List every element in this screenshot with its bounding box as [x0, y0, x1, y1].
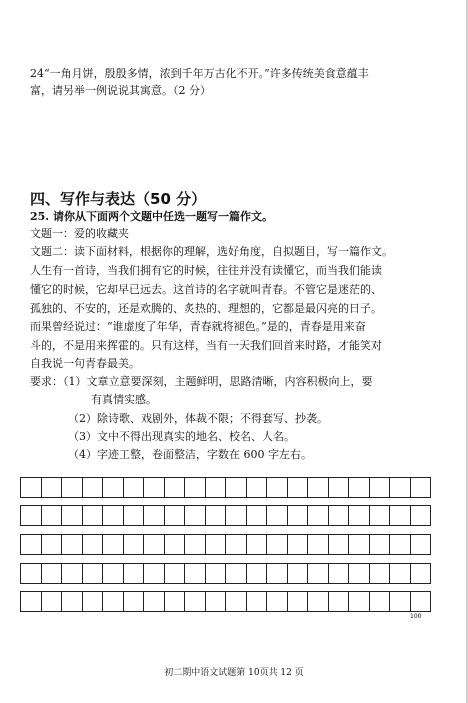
grid-cell[interactable] — [165, 564, 186, 584]
grid-cell[interactable] — [185, 535, 206, 555]
grid-cell[interactable] — [329, 592, 350, 612]
grid-cell[interactable] — [411, 478, 432, 498]
requirement-1-cont: 有真情实感。 — [91, 393, 157, 406]
grid-cell[interactable] — [247, 535, 268, 555]
grid-cell[interactable] — [83, 506, 104, 526]
grid-cell[interactable] — [124, 478, 145, 498]
requirement-2: （2）除诗歌、戏剧外，体裁不限；不得套写、抄袭。 — [68, 412, 328, 425]
grid-cell[interactable] — [21, 592, 42, 612]
grid-cell[interactable] — [165, 592, 186, 612]
grid-cell[interactable] — [349, 564, 370, 584]
grid-cell[interactable] — [411, 535, 432, 555]
grid-cell[interactable] — [370, 478, 391, 498]
grid-cell[interactable] — [226, 535, 247, 555]
grid-cell[interactable] — [21, 478, 42, 498]
grid-cell[interactable] — [390, 478, 411, 498]
grid-cell[interactable] — [185, 564, 206, 584]
grid-cell[interactable] — [42, 506, 63, 526]
grid-cell[interactable] — [206, 564, 227, 584]
grid-cell[interactable] — [124, 535, 145, 555]
grid-cell[interactable] — [165, 478, 186, 498]
grid-cell[interactable] — [21, 535, 42, 555]
grid-cell[interactable] — [247, 506, 268, 526]
grid-cell[interactable] — [62, 592, 83, 612]
grid-cell[interactable] — [349, 592, 370, 612]
grid-cell[interactable] — [124, 564, 145, 584]
grid-cell[interactable] — [411, 506, 432, 526]
grid-cell[interactable] — [329, 478, 350, 498]
grid-cell[interactable] — [329, 564, 350, 584]
grid-cell[interactable] — [288, 592, 309, 612]
grid-cell[interactable] — [308, 592, 329, 612]
grid-cell[interactable] — [206, 506, 227, 526]
grid-cell[interactable] — [390, 535, 411, 555]
grid-cell[interactable] — [390, 564, 411, 584]
grid-cell[interactable] — [144, 564, 165, 584]
grid-cell[interactable] — [185, 506, 206, 526]
grid-cell[interactable] — [185, 478, 206, 498]
topic-2-line: 而果曾经说过：“谁虚度了年华，青春就将褪色。”是的，青春是用来奋 — [30, 320, 366, 333]
page-footer: 初二期中语文试题第 10页共 12 页 — [164, 668, 304, 678]
grid-cell[interactable] — [103, 535, 124, 555]
requirement-3: （3）文中不得出现真实的地名、校名、人名。 — [68, 430, 295, 443]
grid-cell[interactable] — [267, 478, 288, 498]
grid-cell[interactable] — [42, 478, 63, 498]
grid-cell[interactable] — [370, 592, 391, 612]
grid-cell[interactable] — [124, 592, 145, 612]
grid-cell[interactable] — [411, 592, 432, 612]
grid-cell[interactable] — [165, 506, 186, 526]
writing-grid-row[interactable] — [20, 477, 431, 498]
grid-cell[interactable] — [124, 506, 145, 526]
topic-2-line: 懂它的时候，它却早已远去。这首诗的名字就叫青春。不管它是迷茫的、 — [30, 283, 382, 296]
writing-grid-row[interactable] — [20, 505, 431, 526]
grid-cell[interactable] — [288, 535, 309, 555]
grid-cell[interactable] — [370, 564, 391, 584]
grid-cell[interactable] — [329, 506, 350, 526]
grid-cell[interactable] — [349, 535, 370, 555]
grid-cell[interactable] — [349, 506, 370, 526]
grid-cell[interactable] — [144, 592, 165, 612]
requirement-1: 要求：（1）文章立意要深刻，主题鲜明，思路清晰，内容积极向上，要 — [30, 375, 373, 388]
grid-cell[interactable] — [226, 478, 247, 498]
grid-cell[interactable] — [83, 564, 104, 584]
grid-cell[interactable] — [144, 535, 165, 555]
grid-cell[interactable] — [42, 564, 63, 584]
grid-cell[interactable] — [267, 535, 288, 555]
grid-cell[interactable] — [42, 592, 63, 612]
grid-cell[interactable] — [103, 564, 124, 584]
question-25-prompt: 25. 请你从下面两个文题中任选一题写一篇作文。 — [30, 210, 273, 223]
grid-cell[interactable] — [308, 564, 329, 584]
grid-cell[interactable] — [206, 478, 227, 498]
grid-cell[interactable] — [329, 535, 350, 555]
grid-cell[interactable] — [144, 478, 165, 498]
requirement-4: （4）字迹工整，卷面整洁，字数在 600 字左右。 — [68, 448, 312, 461]
question-24-line-1: 24“一角月饼，殷殷多情，浓到千年万古化不开。”许多传统美食意蕴丰 — [30, 67, 369, 80]
grid-cell[interactable] — [62, 564, 83, 584]
grid-cell[interactable] — [144, 506, 165, 526]
writing-grid-row[interactable] — [20, 591, 431, 612]
grid-cell[interactable] — [349, 478, 370, 498]
topic-2-line: 孤独的、不安的，还是欢腾的、炙热的、理想的，它都是最闪亮的日子。 — [30, 302, 382, 315]
grid-cell[interactable] — [206, 535, 227, 555]
topic-2-line: 人生有一首诗，当我们拥有它的时候，往往并没有读懂它，而当我们能读 — [30, 264, 382, 277]
grid-cell[interactable] — [62, 535, 83, 555]
section-heading: 四、写作与表达（50 分） — [30, 190, 207, 208]
grid-cell[interactable] — [370, 506, 391, 526]
question-24-line-2: 富，请另举一例说说其寓意。（2 分） — [30, 84, 211, 97]
grid-cell[interactable] — [267, 592, 288, 612]
grid-cell[interactable] — [226, 564, 247, 584]
grid-cell[interactable] — [390, 506, 411, 526]
grid-cell[interactable] — [288, 478, 309, 498]
grid-cell[interactable] — [411, 564, 432, 584]
topic-2-line: 自我说一句青春最美。 — [30, 357, 140, 370]
grid-cell[interactable] — [370, 535, 391, 555]
grid-cell[interactable] — [247, 478, 268, 498]
grid-cell[interactable] — [21, 506, 42, 526]
grid-cell[interactable] — [83, 478, 104, 498]
grid-cell[interactable] — [308, 478, 329, 498]
grid-cell[interactable] — [308, 506, 329, 526]
writing-grid-row[interactable] — [20, 534, 431, 555]
grid-cell[interactable] — [247, 564, 268, 584]
grid-cell[interactable] — [185, 592, 206, 612]
grid-cell[interactable] — [226, 592, 247, 612]
grid-cell[interactable] — [165, 535, 186, 555]
grid-cell[interactable] — [83, 535, 104, 555]
grid-cell[interactable] — [308, 535, 329, 555]
topic-2-line: 斗的，不是用来挥霍的。只有这样，当有一天我们回首来时路，才能笑对 — [30, 339, 382, 352]
grid-cell[interactable] — [390, 592, 411, 612]
grid-cell[interactable] — [21, 564, 42, 584]
grid-cell[interactable] — [288, 564, 309, 584]
grid-cell[interactable] — [267, 564, 288, 584]
grid-cell[interactable] — [267, 506, 288, 526]
grid-cell[interactable] — [103, 478, 124, 498]
grid-cell[interactable] — [247, 592, 268, 612]
grid-cell[interactable] — [288, 506, 309, 526]
grid-cell[interactable] — [62, 478, 83, 498]
grid-cell[interactable] — [83, 592, 104, 612]
topic-2-line: 文题二：读下面材料，根据你的理解，选好角度，自拟题目，写一篇作文。 — [30, 245, 393, 258]
char-count-marker: 100 — [410, 613, 422, 620]
writing-grid-row[interactable] — [20, 563, 431, 584]
grid-cell[interactable] — [103, 592, 124, 612]
grid-cell[interactable] — [226, 506, 247, 526]
grid-cell[interactable] — [206, 592, 227, 612]
grid-cell[interactable] — [62, 506, 83, 526]
grid-cell[interactable] — [103, 506, 124, 526]
grid-cell[interactable] — [42, 535, 63, 555]
topic-1: 文题一：爱的收藏夹 — [30, 227, 129, 240]
